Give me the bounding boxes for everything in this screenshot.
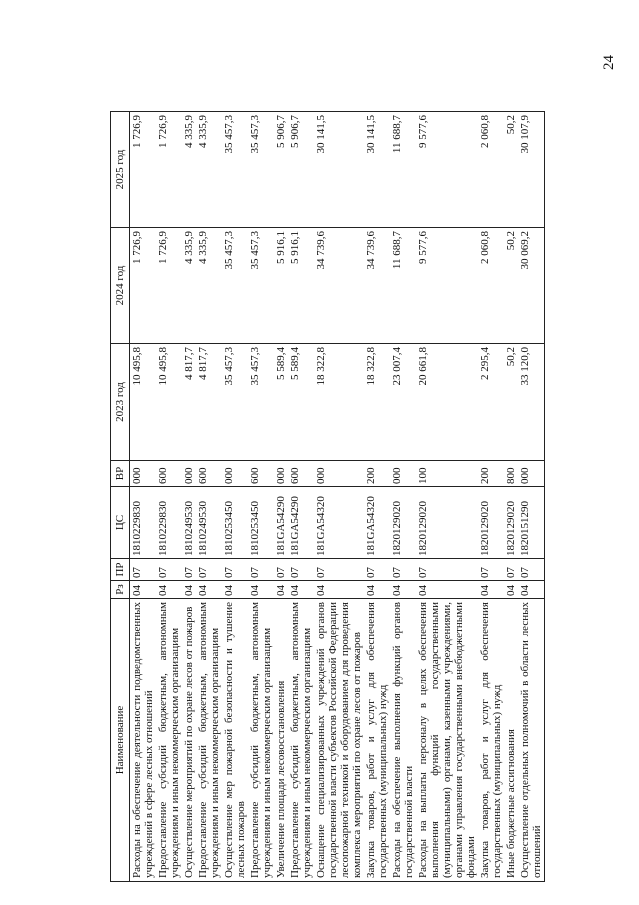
cell-y2025: 30 107,9 bbox=[518, 112, 545, 228]
cell-rz: 04 bbox=[416, 581, 478, 599]
cell-y2025: 4 335,9 bbox=[196, 112, 222, 228]
cell-y2024: 34 739,6 bbox=[364, 228, 390, 344]
cell-cs: 1820151290 bbox=[518, 487, 545, 559]
cell-name: Осуществление отдельных полномочий в области лесных отношений bbox=[518, 599, 545, 882]
budget-table bbox=[110, 111, 545, 882]
cell-name: Предоставление субсидий бюджетным, автономным учреждениям и иным некоммерческим организациям bbox=[248, 599, 274, 882]
cell-y2023: 18 322,8 bbox=[314, 344, 364, 461]
cell-y2023: 4 817,7 bbox=[196, 344, 222, 461]
cell-rz: 04 bbox=[314, 581, 364, 599]
cell-cs: 181GA54290 bbox=[288, 487, 314, 559]
cell-vr: 000 bbox=[130, 461, 157, 487]
cell-pr: 07 bbox=[504, 559, 518, 581]
cell-cs: 181GA54290 bbox=[274, 487, 288, 559]
cell-y2025: 4 335,9 bbox=[182, 112, 196, 228]
cell-vr: 600 bbox=[288, 461, 314, 487]
cell-vr: 000 bbox=[314, 461, 364, 487]
cell-pr: 07 bbox=[130, 559, 157, 581]
cell-y2024: 30 069,2 bbox=[518, 228, 545, 344]
cell-y2025: 35 457,3 bbox=[248, 112, 274, 228]
cell-y2024: 2 060,8 bbox=[478, 228, 504, 344]
cell-vr: 000 bbox=[274, 461, 288, 487]
cell-y2024: 1 726,9 bbox=[130, 228, 157, 344]
table-row bbox=[182, 112, 196, 882]
table-row bbox=[390, 112, 416, 882]
table-row bbox=[156, 112, 182, 882]
cell-rz: 04 bbox=[182, 581, 196, 599]
cell-name: Осуществление мер пожарной безопасности и тушение лесных пожаров bbox=[222, 599, 248, 882]
cell-rz: 04 bbox=[478, 581, 504, 599]
cell-y2023: 4 817,7 bbox=[182, 344, 196, 461]
cell-name: Предоставление субсидий бюджетным, автономным учреждениям и иным некоммерческим организациям bbox=[156, 599, 182, 882]
cell-vr: 600 bbox=[248, 461, 274, 487]
cell-pr: 07 bbox=[518, 559, 545, 581]
cell-cs: 1820129020 bbox=[416, 487, 478, 559]
cell-cs: 1810253450 bbox=[222, 487, 248, 559]
cell-y2025: 30 141,5 bbox=[314, 112, 364, 228]
cell-pr: 07 bbox=[182, 559, 196, 581]
table-row bbox=[274, 112, 288, 882]
cell-y2023: 23 007,4 bbox=[390, 344, 416, 461]
cell-y2024: 11 688,7 bbox=[390, 228, 416, 344]
cell-rz: 04 bbox=[274, 581, 288, 599]
table-row bbox=[478, 112, 504, 882]
cell-rz: 04 bbox=[390, 581, 416, 599]
table-row bbox=[196, 112, 222, 882]
header-2024: 2024 год bbox=[111, 228, 130, 344]
cell-rz: 04 bbox=[518, 581, 545, 599]
cell-name: Закупка товаров, работ и услуг для обеспечения государственных (муниципальных) нужд bbox=[478, 599, 504, 882]
cell-name: Иные бюджетные ассигнования bbox=[504, 599, 518, 882]
cell-cs: 1810229830 bbox=[130, 487, 157, 559]
cell-y2023: 5 589,4 bbox=[274, 344, 288, 461]
cell-y2025: 50,2 bbox=[504, 112, 518, 228]
cell-y2025: 30 141,5 bbox=[364, 112, 390, 228]
cell-vr: 600 bbox=[196, 461, 222, 487]
cell-pr: 07 bbox=[416, 559, 478, 581]
cell-y2023: 2 295,4 bbox=[478, 344, 504, 461]
cell-y2025: 9 577,6 bbox=[416, 112, 478, 228]
cell-name: Расходы на выплаты персоналу в целях обеспечения выполнения функций государственными (муниципальными) органами, казенными учреждениями, органами управления государственными внебюджетными фондами bbox=[416, 599, 478, 882]
cell-pr: 07 bbox=[222, 559, 248, 581]
cell-y2025: 5 906,7 bbox=[274, 112, 288, 228]
cell-pr: 07 bbox=[196, 559, 222, 581]
header-cs: ЦС bbox=[111, 487, 130, 559]
cell-pr: 07 bbox=[364, 559, 390, 581]
cell-pr: 07 bbox=[274, 559, 288, 581]
cell-y2023: 10 495,8 bbox=[156, 344, 182, 461]
cell-name: Предоставление субсидий бюджетным, автономным учреждениям и иным некоммерческим организациям bbox=[196, 599, 222, 882]
cell-name: Увеличение площади лесовосстановления bbox=[274, 599, 288, 882]
cell-pr: 07 bbox=[288, 559, 314, 581]
cell-rz: 04 bbox=[196, 581, 222, 599]
cell-y2023: 33 120,0 bbox=[518, 344, 545, 461]
cell-vr: 000 bbox=[222, 461, 248, 487]
cell-y2023: 35 457,3 bbox=[222, 344, 248, 461]
header-pr: ПР bbox=[111, 559, 130, 581]
cell-cs: 181GA54320 bbox=[314, 487, 364, 559]
cell-pr: 07 bbox=[248, 559, 274, 581]
cell-y2025: 35 457,3 bbox=[222, 112, 248, 228]
cell-y2023: 20 661,8 bbox=[416, 344, 478, 461]
cell-y2024: 35 457,3 bbox=[222, 228, 248, 344]
cell-vr: 200 bbox=[478, 461, 504, 487]
cell-cs: 1810249530 bbox=[182, 487, 196, 559]
cell-y2025: 5 906,7 bbox=[288, 112, 314, 228]
cell-name: Осуществление мероприятий по охране лесов от пожаров bbox=[182, 599, 196, 882]
cell-y2023: 10 495,8 bbox=[130, 344, 157, 461]
cell-vr: 800 bbox=[504, 461, 518, 487]
cell-cs: 181GA54320 bbox=[364, 487, 390, 559]
table-row bbox=[248, 112, 274, 882]
cell-y2024: 50,2 bbox=[504, 228, 518, 344]
table-row bbox=[314, 112, 364, 882]
cell-y2023: 35 457,3 bbox=[248, 344, 274, 461]
cell-rz: 04 bbox=[130, 581, 157, 599]
cell-y2024: 5 916,1 bbox=[288, 228, 314, 344]
cell-rz: 04 bbox=[504, 581, 518, 599]
budget-table-rotated bbox=[110, 112, 565, 882]
cell-rz: 04 bbox=[248, 581, 274, 599]
table-row bbox=[288, 112, 314, 882]
cell-pr: 07 bbox=[390, 559, 416, 581]
cell-pr: 07 bbox=[156, 559, 182, 581]
cell-y2024: 4 335,9 bbox=[182, 228, 196, 344]
cell-cs: 1820129020 bbox=[478, 487, 504, 559]
table-row bbox=[504, 112, 518, 882]
cell-name: Закупка товаров, работ и услуг для обеспечения государственных (муниципальных) нужд bbox=[364, 599, 390, 882]
cell-y2024: 35 457,3 bbox=[248, 228, 274, 344]
cell-vr: 000 bbox=[182, 461, 196, 487]
cell-name: Предоставление субсидий бюджетным, автономным учреждениям и иным некоммерческим организациям bbox=[288, 599, 314, 882]
header-vr: ВР bbox=[111, 461, 130, 487]
header-name: Наименование bbox=[111, 599, 130, 882]
cell-rz: 04 bbox=[364, 581, 390, 599]
table-row bbox=[364, 112, 390, 882]
table-row bbox=[130, 112, 157, 882]
cell-rz: 04 bbox=[288, 581, 314, 599]
header-2025: 2025 год bbox=[111, 112, 130, 228]
cell-rz: 04 bbox=[222, 581, 248, 599]
header-2023: 2023 год bbox=[111, 344, 130, 461]
cell-y2025: 1 726,9 bbox=[130, 112, 157, 228]
cell-y2025: 2 060,8 bbox=[478, 112, 504, 228]
header-rz: Рз bbox=[111, 581, 130, 599]
cell-y2023: 18 322,8 bbox=[364, 344, 390, 461]
cell-pr: 07 bbox=[314, 559, 364, 581]
cell-y2024: 9 577,6 bbox=[416, 228, 478, 344]
cell-y2024: 1 726,9 bbox=[156, 228, 182, 344]
cell-cs: 1810253450 bbox=[248, 487, 274, 559]
table-row bbox=[222, 112, 248, 882]
table-row bbox=[518, 112, 545, 882]
cell-vr: 000 bbox=[518, 461, 545, 487]
cell-y2025: 11 688,7 bbox=[390, 112, 416, 228]
cell-vr: 200 bbox=[364, 461, 390, 487]
cell-name: Оснащение специализированных учреждений органов государственной власти субъектов Российской Федерации лесопожарной техникой и оборудованием для проведения комплекса мероприятий по охране лесов от пожаров bbox=[314, 599, 364, 882]
table-row bbox=[416, 112, 478, 882]
table-header-row bbox=[111, 112, 130, 882]
cell-y2023: 50,2 bbox=[504, 344, 518, 461]
cell-vr: 000 bbox=[390, 461, 416, 487]
cell-cs: 1810229830 bbox=[156, 487, 182, 559]
cell-pr: 07 bbox=[478, 559, 504, 581]
cell-cs: 1820129020 bbox=[504, 487, 518, 559]
cell-y2024: 34 739,6 bbox=[314, 228, 364, 344]
page-number: 24 bbox=[601, 55, 617, 70]
cell-rz: 04 bbox=[156, 581, 182, 599]
cell-y2024: 4 335,9 bbox=[196, 228, 222, 344]
cell-name: Расходы на обеспечение деятельности подведомственных учреждений в сфере лесных отношений bbox=[130, 599, 157, 882]
cell-y2023: 5 589,4 bbox=[288, 344, 314, 461]
cell-vr: 100 bbox=[416, 461, 478, 487]
cell-cs: 1820129020 bbox=[390, 487, 416, 559]
cell-name: Расходы на обеспечение выполнения функций органов государственной власти bbox=[390, 599, 416, 882]
cell-y2025: 1 726,9 bbox=[156, 112, 182, 228]
cell-y2024: 5 916,1 bbox=[274, 228, 288, 344]
cell-vr: 600 bbox=[156, 461, 182, 487]
cell-cs: 1810249530 bbox=[196, 487, 222, 559]
